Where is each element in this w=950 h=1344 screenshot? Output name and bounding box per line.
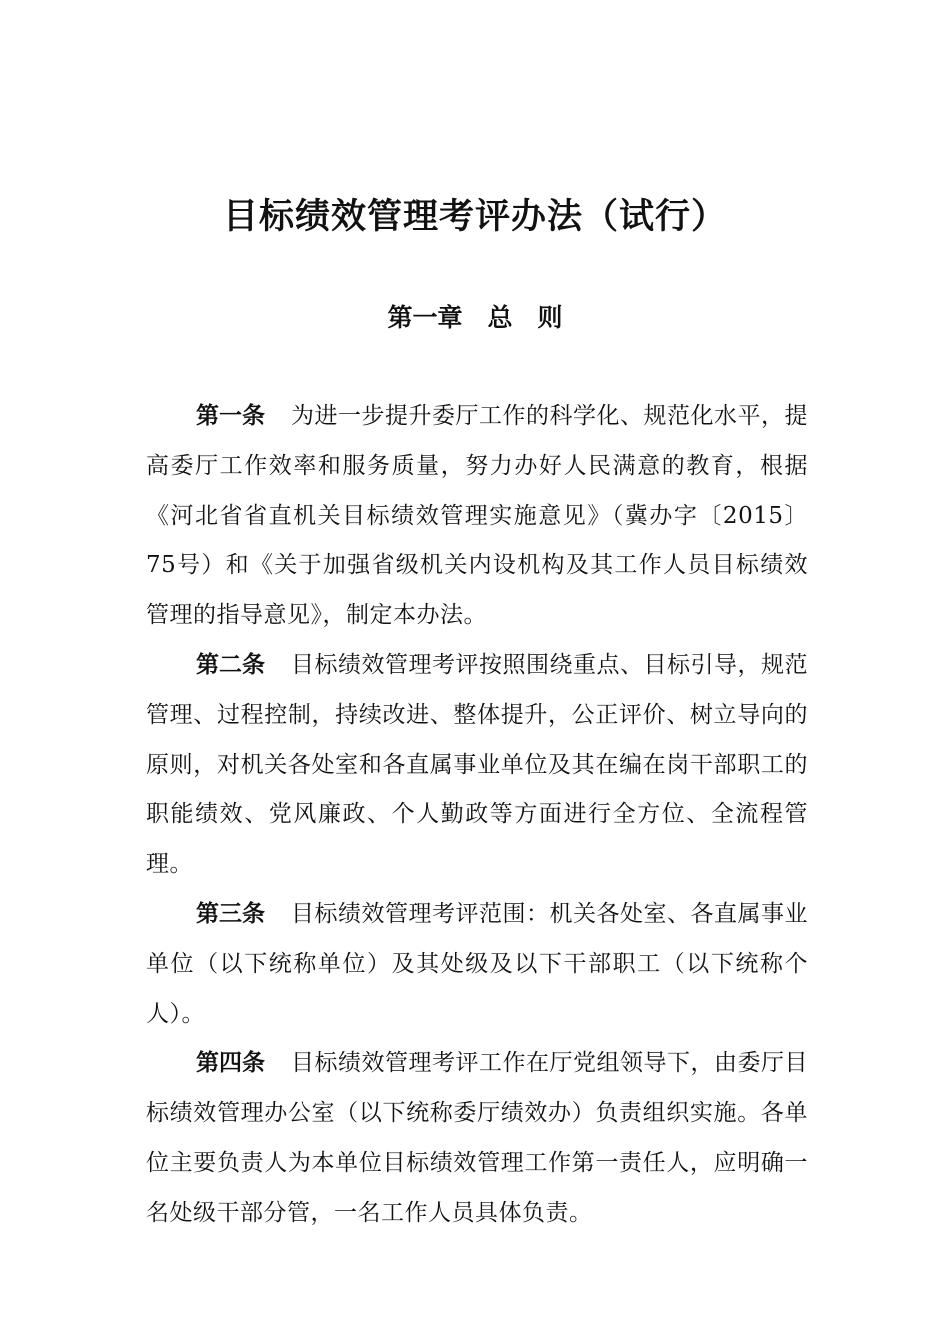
- document-body: [146, 392, 808, 1239]
- article-text: 为进一步提升委厅工作的科学化、规范化水平，提高委厅工作效率和服务质量，努力办好人民满意的教育，根据《河北省省直机关目标绩效管理实施意见》（冀办字〔2015〕75号）和《关于加强省级机关内设机构及其工作人员目标绩效管理的指导意见》，制定本办法。: [146, 403, 808, 629]
- article-text: 目标绩效管理考评按照围绕重点、目标引导，规范管理、过程控制，持续改进、整体提升，公正评价、树立导向的原则，对机关各处室和各直属事业单位及其在编在岗干部职工的职能绩效、党风廉政、个人勤政等方面进行全方位、全流程管理。: [146, 651, 808, 878]
- article-text: 目标绩效管理考评工作在厅党组领导下，由委厅目标绩效管理办公室（以下统称委厅绩效办）负责组织实施。各单位主要负责人为本单位目标绩效管理工作第一责任人，应明确一名处级干部分管，一名工作人员具体负责。: [146, 1050, 808, 1226]
- article-label: 第一条: [196, 403, 265, 429]
- chapter-heading: 第一章 总 则: [387, 303, 563, 332]
- document-title: 目标绩效管理考评办法（试行）: [222, 196, 727, 237]
- article-4: [146, 1039, 808, 1238]
- article-label: 第四条: [196, 1050, 265, 1077]
- article-text: 目标绩效管理考评范围：机关各处室、各直属事业单位（以下统称单位）及其处级及以下干部职工（以下统称个人）。: [146, 900, 808, 1027]
- article-label: 第二条: [196, 651, 265, 678]
- article-1: [146, 392, 808, 641]
- article-2: [146, 641, 808, 890]
- article-3: [146, 890, 808, 1039]
- article-label: 第三条: [196, 900, 265, 927]
